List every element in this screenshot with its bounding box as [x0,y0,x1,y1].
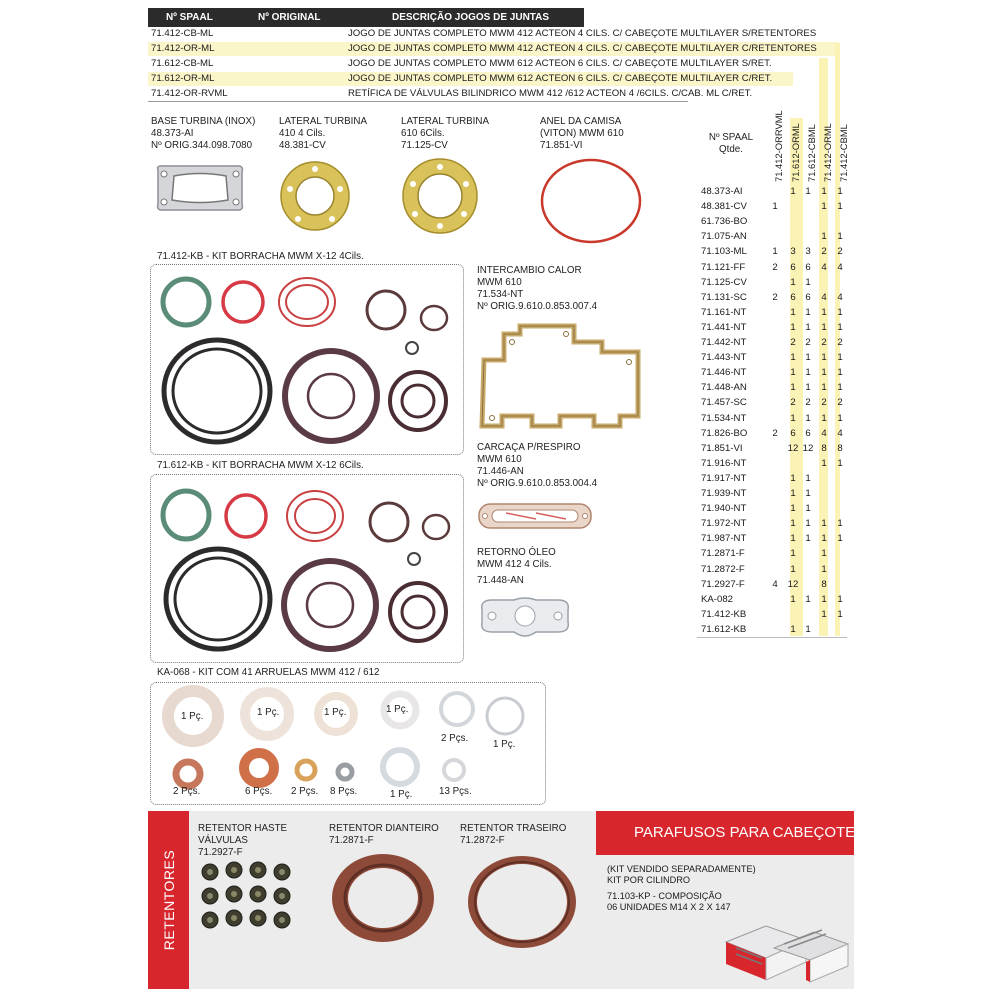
qty-cell: 2 [821,246,827,258]
part-code: 71.2927-F [701,578,745,590]
qty-cell: 1 [837,382,843,394]
qty-cell: 1 [837,321,843,333]
intercambio-gasket-image [474,322,646,434]
qty-cell: 1 [790,472,796,484]
washer-qty: 2 Pçs. [173,786,201,797]
header-original: Nº ORIGINAL [258,12,321,23]
washer-qty: 2 Pçs. [291,786,319,797]
kits-table-header [148,8,584,27]
anel-camisa-label: ANEL DA CAMISA (VITON) MWM 610 71.851-VI [540,116,624,151]
part-code: 71.161-NT [701,306,747,318]
divider [697,637,847,638]
part-code: 71.826-BO [701,427,748,439]
base-turbina-gasket-image [150,162,250,214]
part-code: 71.917-NT [701,472,747,484]
qty-cell: 2 [821,397,827,409]
qty-column-header: 71.412-ORML [822,123,833,182]
part-code: 71.2871-F [701,548,745,560]
lateral-turbina-4-label: LATERAL TURBINA 410 4 Cils. 48.381-CV [279,116,368,151]
qty-cell: 12 [802,442,814,454]
kit-row [148,27,817,41]
part-code: 71.457-SC [701,397,747,409]
qty-cell: 1 [821,412,827,424]
qty-cell: 1 [805,352,811,364]
kit-description: JOGO DE JUNTAS COMPLETO MWM 612 ACTEON 6 CILS. C/ CABEÇOTE MULTILAYER C/RET. [348,73,773,84]
qty-cell: 1 [790,533,796,545]
header-spaal: Nº SPAAL [166,12,213,23]
qty-cell: 1 [805,488,811,499]
qty-cell: 1 [821,593,827,605]
qty-cell: 2 [772,261,778,273]
qty-cell: 6 [805,291,811,303]
part-code: 71.131-SC [701,291,747,303]
qty-cell: 12 [787,442,799,454]
qty-cell: 4 [821,427,827,439]
qty-cell: 1 [821,457,827,469]
qty-cell: 1 [837,231,843,243]
qty-cell: 1 [790,352,796,364]
qty-cell: 1 [837,367,843,379]
qty-cell: 2 [837,246,843,258]
part-code: 48.381-CV [701,201,747,213]
washer-qty: 1 Pç. [324,707,347,718]
part-code: 71.412-KB [701,608,747,620]
qty-cell: 6 [790,291,796,303]
qty-cell: 1 [790,548,796,560]
retentor-haste-image [196,860,296,936]
qty-cell: 1 [805,367,811,379]
washer-qty: 13 Pçs. [439,786,472,797]
qty-cell: 1 [821,382,827,394]
anel-camisa-oring-image [538,157,646,245]
part-code: 71.442-NT [701,337,747,348]
lateral-turbina-6-label: LATERAL TURBINA 610 6Cils. 71.125-CV [401,116,490,151]
part-code: 71.125-CV [701,276,747,288]
qty-cell: 1 [821,321,827,333]
part-code: 71.103-ML [701,246,747,258]
qty-cell: 1 [837,608,843,620]
qty-cell: 1 [837,457,843,469]
qty-cell: 1 [790,623,796,635]
part-code: 71.612-KB [701,623,747,635]
retentor-dianteiro-label: RETENTOR DIANTEIRO 71.2871-F [329,823,439,846]
qty-cell: 8 [821,578,827,590]
kit-code: 71.412-OR-ML [151,43,215,54]
washer-qty: 1 Pç. [257,707,280,718]
part-code: 48.373-AI [701,186,743,197]
qty-cell: 1 [790,518,796,530]
qty-cell: 1 [790,186,796,197]
qty-cell: 4 [837,291,843,303]
divider [148,101,688,102]
qty-cell: 1 [790,367,796,379]
qty-cell: 1 [790,488,796,499]
qty-cell: 1 [837,352,843,364]
qty-table-head: Nº SPAAL Qtde. [708,132,754,155]
qty-cell: 1 [837,201,843,213]
qty-cell: 4 [837,427,843,439]
retorno-label: RETORNO ÓLEO MWM 412 4 Cils. 71.448-AN [477,547,556,586]
part-code: 71.121-FF [701,261,746,273]
part-code: 71.075-AN [701,231,747,243]
lateral-turbina-4-image [278,159,352,233]
base-turbina-label: BASE TURBINA (INOX) 48.373-AI Nº ORIG.344.098.7080 [151,116,256,151]
qty-cell: 1 [805,276,811,288]
retentor-dianteiro-image [328,850,440,946]
qty-cell: 1 [821,518,827,530]
kit-code: 71.412-CB-ML [151,28,214,39]
parafusos-header [596,811,854,855]
qty-cell: 6 [790,427,796,439]
qty-cell: 1 [821,548,827,560]
part-code: 71.446-NT [701,367,747,379]
qty-cell: 2 [772,291,778,303]
retentor-haste-label: RETENTOR HASTE VÁLVULAS 71.2927-F [198,823,288,858]
qty-cell: 3 [805,246,811,258]
retentor-traseiro-label: RETENTOR TRASEIRO 71.2872-F [460,823,567,846]
qty-cell: 1 [805,412,811,424]
washer-qty: 2 Pçs. [441,733,469,744]
qty-cell: 1 [805,623,811,635]
washer-qty: 1 Pç. [181,711,204,722]
kit-code: 71.612-CB-ML [151,58,214,69]
qty-cell: 1 [790,412,796,424]
part-code: 71.987-NT [701,533,747,545]
qty-cell: 2 [772,427,778,439]
qty-column-header: 71.612-CBML [806,124,817,182]
qty-cell: 2 [821,337,827,348]
part-code: 71.2872-F [701,563,745,575]
qty-cell: 1 [821,352,827,364]
qty-column-header: 71.412-ORRVML [773,110,784,182]
part-code: KA-082 [701,593,733,605]
parafusos-boxes-image [722,918,852,986]
qty-cell: 4 [837,261,843,273]
qty-cell: 1 [821,186,827,197]
qty-cell: 6 [805,427,811,439]
kit-borracha-612-image [151,478,461,660]
qty-cell: 1 [790,276,796,288]
qty-cell: 1 [805,503,811,515]
carcaca-gasket-image [476,500,594,532]
kit-row [148,72,793,86]
qty-cell: 1 [790,563,796,575]
qty-cell: 12 [787,578,799,590]
kit-description: JOGO DE JUNTAS COMPLETO MWM 612 ACTEON 6 CILS. C/ CABEÇOTE MULTILAYER S/RET. [348,58,772,69]
qty-cell: 1 [790,503,796,515]
washer-qty: 1 Pç. [493,739,516,750]
qty-cell: 6 [790,261,796,273]
qty-cell: 8 [837,442,843,454]
qty-cell: 1 [837,186,843,197]
washer-qty: 6 Pçs. [245,786,273,797]
qty-cell: 1 [805,321,811,333]
qty-cell: 4 [821,261,827,273]
qty-cell: 1 [821,231,827,243]
retentores-band [148,811,189,989]
lateral-turbina-6-image [400,156,480,236]
qty-cell: 1 [790,382,796,394]
ka068-title: KA-068 - KIT COM 41 ARRUELAS MWM 412 / 612 [157,667,380,678]
parafusos-title: PARAFUSOS PARA CABEÇOTE [634,824,856,841]
qty-cell: 1 [772,246,778,258]
qty-cell: 1 [837,593,843,605]
qty-cell: 3 [790,246,796,258]
qty-cell: 1 [805,186,811,197]
kit-description: JOGO DE JUNTAS COMPLETO MWM 412 ACTEON 4 CILS. C/ CABEÇOTE MULTILAYER S/RETENTORES [348,28,817,39]
washer-qty: 1 Pç. [386,704,409,715]
qty-cell: 1 [805,306,811,318]
qty-cell: 1 [821,367,827,379]
part-code: 71.851-VI [701,442,743,454]
qty-cell: 8 [821,442,827,454]
qty-cell: 1 [837,518,843,530]
part-code: 71.443-NT [701,352,747,364]
qty-cell: 1 [772,201,778,213]
kit-row [148,42,838,56]
part-code: 71.939-NT [701,488,747,499]
qty-cell: 1 [821,563,827,575]
part-code: 71.972-NT [701,518,747,530]
part-code: 71.441-NT [701,321,747,333]
qty-cell: 1 [805,533,811,545]
kit-code: 71.612-OR-ML [151,73,215,84]
qty-cell: 1 [837,306,843,318]
part-code: 71.534-NT [701,412,747,424]
qty-cell: 4 [821,291,827,303]
part-code: 71.448-AN [701,382,747,394]
carcaca-label: CARCAÇA P/RESPIRO MWM 610 71.446-AN Nº ORIG.9.610.0.853.004.4 [477,442,598,489]
kit-description: JOGO DE JUNTAS COMPLETO MWM 412 ACTEON 4 CILS. C/ CABEÇOTE MULTILAYER C/RETENTORES [348,43,817,54]
qty-cell: 1 [805,472,811,484]
qty-cell: 1 [821,201,827,213]
qty-cell: 1 [805,593,811,605]
qty-column-header: 71.612-ORML [790,123,801,182]
qty-cell: 6 [805,261,811,273]
qty-cell: 2 [790,397,796,409]
qty-cell: 1 [821,533,827,545]
qty-cell: 4 [772,578,778,590]
qty-cell: 2 [790,337,796,348]
qty-column-header: 71.412-CBML [838,124,849,182]
washer-qty: 1 Pç. [390,789,413,800]
header-description: DESCRIÇÃO JOGOS DE JUNTAS [392,12,550,23]
part-code: 61.736-BO [701,216,748,228]
retorno-gasket-image [476,592,574,644]
qty-cell: 1 [821,306,827,318]
kit-borracha-612-title: 71.612-KB - KIT BORRACHA MWM X-12 6Cils. [157,460,364,471]
washers-image [151,684,543,802]
qty-cell: 1 [821,608,827,620]
qty-cell: 1 [790,321,796,333]
qty-cell: 1 [790,306,796,318]
intercambio-label: INTERCAMBIO CALOR MWM 610 71.534-NT Nº ORIG.9.610.0.853.007.4 [477,265,598,312]
qty-cell: 1 [805,518,811,530]
washer-qty: 8 Pçs. [330,786,358,797]
part-code: 71.940-NT [701,503,747,515]
qty-cell: 1 [837,412,843,424]
kit-code: 71.412-OR-RVML [151,88,228,99]
retentor-traseiro-image [464,852,584,952]
qty-cell: 2 [805,337,811,348]
qty-cell: 1 [805,382,811,394]
qty-cell: 2 [837,337,843,348]
qty-cell: 2 [805,397,811,409]
kit-row [148,57,772,71]
qty-cell: 2 [837,397,843,409]
kit-description: RETÍFICA DE VÁLVULAS BILINDRICO MWM 412 /612 ACTEON 4 /6CILS. C/CAB. ML C/RET. [348,88,753,99]
kit-borracha-412-title: 71.412-KB - KIT BORRACHA MWM X-12 4Cils. [157,251,364,262]
parafusos-info: (KIT VENDIDO SEPARADAMENTE) KIT POR CILINDRO 71.103-KP - COMPOSIÇÃO 06 UNIDADES M14 X 2 X 147 [607,864,756,912]
qty-cell: 1 [790,593,796,605]
retentores-band-label: RETENTORES [160,849,177,951]
kit-borracha-412-image [151,268,461,452]
kit-row [148,87,753,101]
part-code: 71.916-NT [701,457,747,469]
qty-cell: 1 [837,533,843,545]
